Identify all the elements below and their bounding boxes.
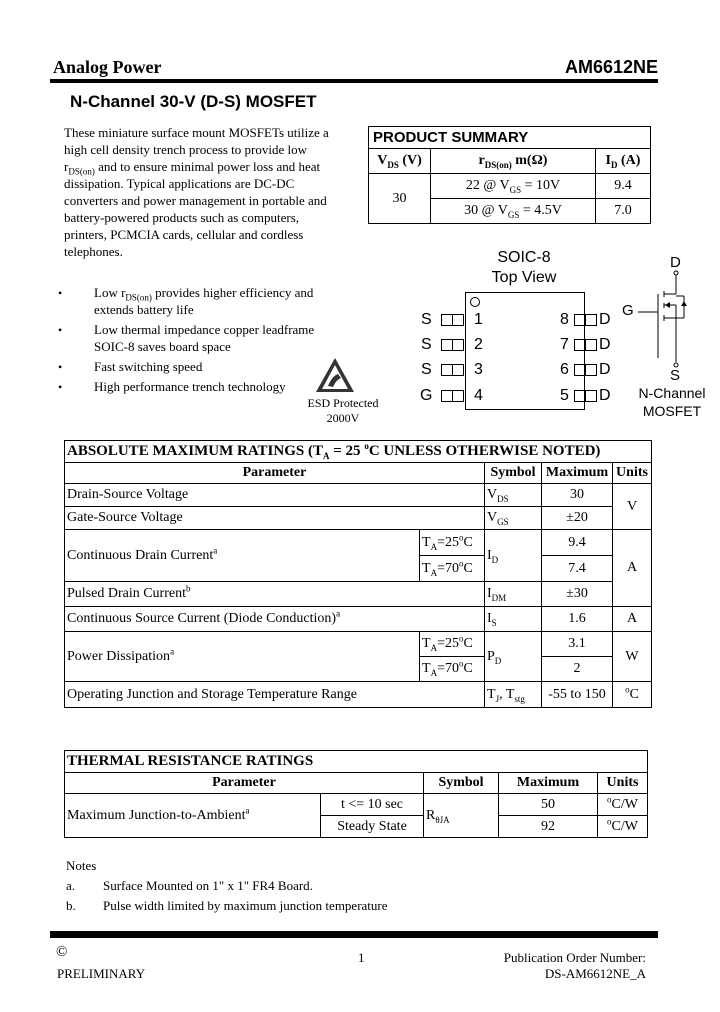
pin-signal: S bbox=[421, 311, 432, 328]
pin-number: 7 bbox=[560, 336, 569, 353]
pin-pad bbox=[585, 314, 597, 326]
description-line: printers, PCMCIA cards, cellular and cordless bbox=[64, 227, 304, 242]
col-header-maximum: Maximum bbox=[542, 463, 613, 484]
unit-amps: A bbox=[613, 530, 652, 607]
cond-ta70: $T_A=70^oC$ bbox=[420, 556, 485, 582]
esd-warning-icon bbox=[314, 356, 356, 394]
thermal-title: THERMAL RESISTANCE RATINGS bbox=[65, 751, 648, 773]
pin-signal: S bbox=[421, 361, 432, 378]
symbol-gate-label: G bbox=[622, 302, 634, 319]
page-title: N-Channel 30-V (D-S) MOSFET bbox=[70, 92, 317, 111]
pin-signal: D bbox=[599, 336, 611, 353]
pin-signal: G bbox=[420, 387, 433, 404]
description-line: telephones. bbox=[64, 244, 123, 259]
symbol-id: $I_D$ bbox=[485, 530, 542, 582]
pin-pad bbox=[452, 390, 464, 402]
pin-signal: D bbox=[599, 361, 611, 378]
note-a-label: a. bbox=[66, 878, 76, 893]
unit-celsius: $^o$C bbox=[613, 682, 652, 708]
cond-ta25: $T_A=25^oC$ bbox=[420, 530, 485, 556]
bullet: • bbox=[58, 380, 63, 394]
max-is: 1.6 bbox=[542, 607, 613, 632]
pin-number: 4 bbox=[474, 387, 483, 404]
description bbox=[64, 124, 354, 260]
symbol-caption: N-Channel MOSFET bbox=[638, 385, 706, 419]
max-rthja-ss: 92 bbox=[499, 816, 598, 838]
part-number: AM6612NE bbox=[564, 57, 658, 77]
pin-number: 5 bbox=[560, 387, 569, 404]
col-header-parameter: Parameter bbox=[65, 463, 485, 484]
pin-pad bbox=[452, 339, 464, 351]
id-value: 9.4 bbox=[596, 174, 651, 199]
unit-is: A bbox=[613, 607, 652, 632]
pin-pad bbox=[452, 314, 464, 326]
bullet: • bbox=[58, 360, 63, 374]
param-rthja: Maximum Junction-to-Ambient$^a$ bbox=[65, 794, 321, 838]
rds-value: 30 @ $V_{GS} = 4.5V$ bbox=[431, 199, 596, 224]
max-pd-70: 2 bbox=[542, 657, 613, 682]
feature-item: Low thermal impedance copper leadframe SOIC-8 saves board space bbox=[94, 322, 315, 354]
col-header-units: Units bbox=[613, 463, 652, 484]
symbol-source-label: S bbox=[670, 367, 681, 384]
col-header-parameter: Parameter bbox=[65, 773, 424, 794]
description-line: converters and power management in portable and bbox=[64, 193, 327, 208]
pin-number: 6 bbox=[560, 361, 569, 378]
product-summary-title: PRODUCT SUMMARY bbox=[369, 127, 651, 149]
col-header-maximum: Maximum bbox=[499, 773, 598, 794]
feature-item: Fast switching speed bbox=[94, 359, 203, 374]
rds-value: 22 @ $V_{GS} = 10V$ bbox=[431, 174, 596, 199]
page-number: 1 bbox=[358, 950, 365, 965]
symbol-drain-label: D bbox=[670, 254, 681, 271]
param-idm: Pulsed Drain Current$^b$ bbox=[65, 582, 485, 607]
pin-signal: D bbox=[599, 311, 611, 328]
thermal-resistance-table bbox=[64, 750, 648, 838]
max-tj: -55 to 150 bbox=[542, 682, 613, 708]
cond-ta25: $T_A=25^oC$ bbox=[420, 632, 485, 657]
col-header-symbol: Symbol bbox=[485, 463, 542, 484]
bullet: • bbox=[58, 323, 63, 337]
symbol-is: $I_S$ bbox=[485, 607, 542, 632]
pin-pad bbox=[585, 364, 597, 376]
col-header-vds: $V_{DS}$ (V) bbox=[369, 149, 431, 174]
esd-label: ESD Protected 2000V bbox=[307, 396, 379, 425]
note-b-label: b. bbox=[66, 898, 76, 913]
param-vgs: Gate-Source Voltage bbox=[65, 507, 485, 530]
note-a-text: Surface Mounted on 1" x 1" FR4 Board. bbox=[103, 878, 313, 893]
max-vds: 30 bbox=[542, 484, 613, 507]
symbol-idm: $I_{DM}$ bbox=[485, 582, 542, 607]
pin-signal: S bbox=[421, 336, 432, 353]
max-id-70: 7.4 bbox=[542, 556, 613, 582]
notes-title: Notes bbox=[66, 858, 97, 873]
max-pd-25: 3.1 bbox=[542, 632, 613, 657]
bullet: • bbox=[58, 286, 63, 300]
package-label: SOIC-8 Top View bbox=[491, 249, 557, 286]
pin-pad bbox=[585, 390, 597, 402]
copyright-symbol: © bbox=[56, 944, 68, 960]
pin1-marker bbox=[470, 297, 480, 307]
publication-info: Publication Order Number: DS-AM6612NE_A bbox=[503, 950, 646, 981]
footer-rule bbox=[50, 931, 658, 938]
symbol-vds: $V_{DS}$ bbox=[485, 484, 542, 507]
cond-10s: t <= 10 sec bbox=[321, 794, 424, 816]
pin-number: 2 bbox=[474, 336, 483, 353]
param-tj: Operating Junction and Storage Temperature Range bbox=[65, 682, 485, 708]
description-line: battery-powered products such as computers, bbox=[64, 210, 300, 225]
note-b-text: Pulse width limited by maximum junction temperature bbox=[103, 898, 388, 913]
preliminary-label: PRELIMINARY bbox=[57, 966, 146, 981]
symbol-vgs: $V_{GS}$ bbox=[485, 507, 542, 530]
col-header-units: Units bbox=[598, 773, 648, 794]
description-line: These miniature surface mount MOSFETs utilize a bbox=[64, 125, 329, 140]
feature-item: High performance trench technology bbox=[94, 379, 286, 394]
absolute-max-ratings-table bbox=[64, 440, 652, 708]
pin-pad bbox=[585, 339, 597, 351]
col-header-id: $I_D$ (A) bbox=[596, 149, 651, 174]
cond-steady: Steady State bbox=[321, 816, 424, 838]
unit-volts: V bbox=[613, 484, 652, 530]
max-idm: ±30 bbox=[542, 582, 613, 607]
param-vds: Drain-Source Voltage bbox=[65, 484, 485, 507]
pin-number: 1 bbox=[474, 311, 483, 328]
abs-max-title: ABSOLUTE MAXIMUM RATINGS ($T_A = 25$ $^o$C UNLESS OTHERWISE NOTED) bbox=[65, 441, 652, 463]
header-rule bbox=[50, 79, 658, 83]
symbol-pd: $P_D$ bbox=[485, 632, 542, 682]
vds-value: 30 bbox=[369, 174, 431, 224]
symbol-rthja: $R_{\theta JA}$ bbox=[424, 794, 499, 838]
product-summary-table bbox=[368, 126, 651, 224]
max-id-25: 9.4 bbox=[542, 530, 613, 556]
max-vgs: ±20 bbox=[542, 507, 613, 530]
param-is: Continuous Source Current (Diode Conduction)$^a$ bbox=[65, 607, 485, 632]
description-line: high cell density trench process to provide low bbox=[64, 142, 307, 157]
param-pd: Power Dissipation$^a$ bbox=[65, 632, 420, 682]
cond-ta70: $T_A=70^oC$ bbox=[420, 657, 485, 682]
feature-item: Low $r_{DS(on)}$ provides higher efficiency and extends battery life bbox=[94, 285, 314, 317]
pin-number: 8 bbox=[560, 311, 569, 328]
mosfet-symbol-icon bbox=[636, 270, 692, 370]
id-value: 7.0 bbox=[596, 199, 651, 224]
unit-cw: $^o$C/W bbox=[598, 816, 648, 838]
unit-cw: $^o$C/W bbox=[598, 794, 648, 816]
description-line: $r_{DS(on)}$ and to ensure minimal power loss and heat bbox=[64, 159, 321, 177]
max-rthja-10s: 50 bbox=[499, 794, 598, 816]
param-id: Continuous Drain Current$^a$ bbox=[65, 530, 420, 582]
symbol-tj: $T_J$, $T_{stg}$ bbox=[485, 682, 542, 708]
unit-watts: W bbox=[613, 632, 652, 682]
pin-signal: D bbox=[599, 387, 611, 404]
col-header-symbol: Symbol bbox=[424, 773, 499, 794]
col-header-rds: $r_{DS(on)}$ m(Ω) bbox=[431, 149, 596, 174]
company-name: Analog Power bbox=[53, 57, 162, 77]
description-line: dissipation. Typical applications are DC-DC bbox=[64, 176, 295, 191]
pin-number: 3 bbox=[474, 361, 483, 378]
pin-pad bbox=[452, 364, 464, 376]
